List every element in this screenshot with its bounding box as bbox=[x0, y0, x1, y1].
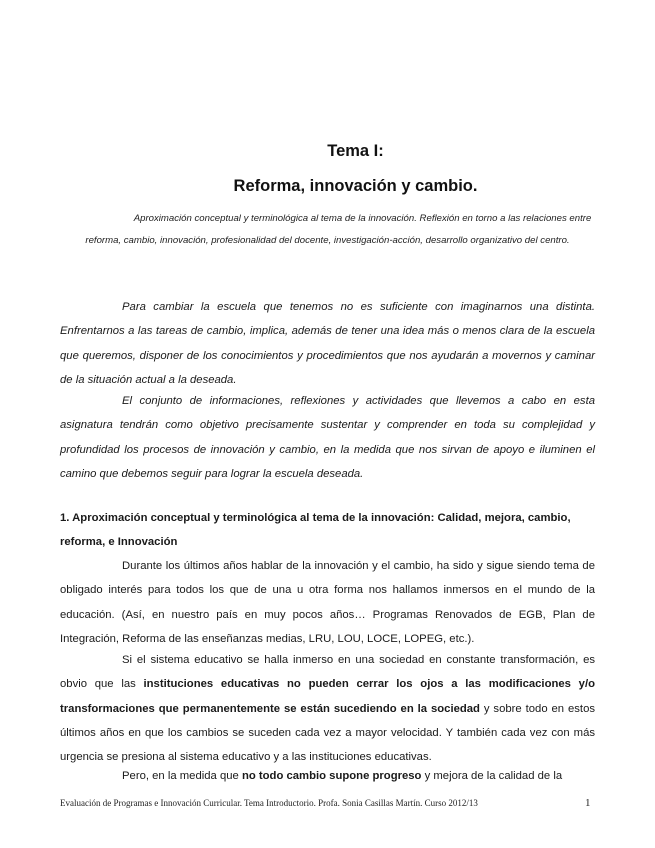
page-number: 1 bbox=[585, 797, 591, 809]
paragraph-text: Si el sistema educativo se halla inmerso en una sociedad en constante transformación, es obvio que las bbox=[60, 654, 595, 691]
chapter-number-title: Tema I: bbox=[327, 142, 384, 160]
paragraph-section-1: Durante los últimos años hablar de la innovación y el cambio, ha sido y sigue siendo tema de obligado interés para todos los que de una u otra forma nos hallamos inmersos en el mundo de la educación. (Así, en nuestro país en muy pocos años… Programas Renovados de EGB, Plan de Integración, Reforma de las enseñanzas medias, LRU, LOU, LOCE, LOPEG, etc.). bbox=[60, 560, 595, 645]
paragraph-text: y mejora de la calidad de la bbox=[421, 770, 563, 782]
paragraph-emphasis: instituciones educativas no pueden cerrar los ojos a las modificaciones y/o transformaciones que permanentemente se están sucediendo en la sociedad bbox=[60, 678, 595, 715]
chapter-title: Reforma, innovación y cambio. bbox=[233, 177, 478, 195]
paragraph-emphasis: no todo cambio supone progreso bbox=[241, 770, 422, 782]
paragraph-intro-2: El conjunto de informaciones, reflexiones y actividades que llevemos a cabo en esta asignatura tendrán como objetivo precisamente sustentar y comprender en toda su complejidad y profundidad los procesos de innovación y cambio, en la medida que nos sirvan de apoyo e iluminen el camino que debemos seguir para lograr la escuela deseada. bbox=[60, 395, 595, 480]
chapter-summary: Aproximación conceptual y terminológica al tema de la innovación. Reflexión en torno a las relaciones entre reforma, cambio, innovación, profesionalidad del docente, investigación-acción, desarrollo organizativo del centro. bbox=[85, 213, 592, 246]
section-heading-1: 1. Aproximación conceptual y terminológica al tema de la innovación: Calidad, mejora, cambio, reforma, e Innovación bbox=[60, 512, 571, 549]
paragraph-intro-1: Para cambiar la escuela que tenemos no es suficiente con imaginarnos una distinta. Enfrentarnos a las tareas de cambio, implica, además de tener una idea más o menos clara de la escuela que queremos, disponer de los conocimientos y procedimientos que nos ayudarán a movernos y caminar de la situación actual a la deseada. bbox=[60, 301, 595, 386]
paragraph-text: Pero, en la medida que bbox=[122, 770, 242, 782]
paragraph-section-2 bbox=[60, 648, 595, 769]
paragraph-text: y sobre todo en estos últimos años en que los cambios se suceden cada vez a mayor velocidad. Y también cada vez con más urgencia se presiona al sistema educativo y a las instituciones educativas. bbox=[60, 702, 595, 764]
paragraph-section-3 bbox=[60, 764, 595, 788]
page-footer: Evaluación de Programas e Innovación Curricular. Tema Introductorio. Profa. Sonia Casillas Martín. Curso 2012/13 bbox=[60, 798, 478, 808]
